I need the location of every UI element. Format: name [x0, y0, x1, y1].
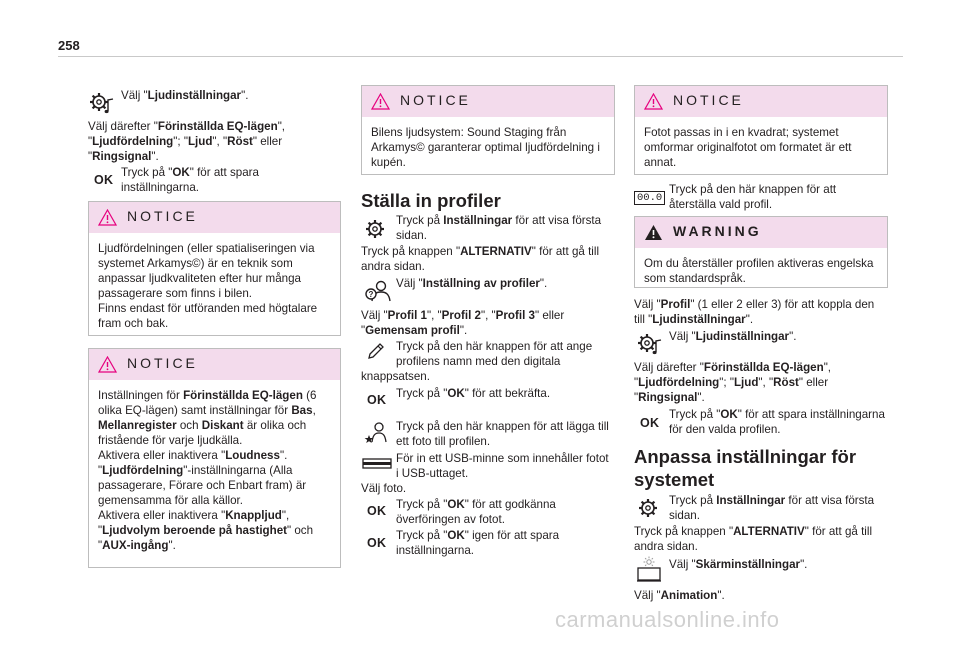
step-line: Tryck på "OK" för att godkänna — [396, 498, 556, 511]
step-ok-save: Tryck på "OK" för att spara — [121, 166, 259, 179]
header-rule — [58, 56, 903, 57]
step-line: "Gemensam profil". — [361, 324, 468, 337]
gear-icon — [637, 497, 659, 519]
warning-box — [634, 216, 888, 288]
section-heading: Ställa in profiler — [361, 190, 501, 211]
step-line: Välj "Inställning av profiler". — [396, 277, 548, 290]
ok-button-icon: OK — [367, 504, 387, 518]
gear-icon — [364, 218, 386, 240]
usb-port-icon — [362, 458, 392, 470]
step-line: "Ljudfördelning"; "Ljud", "Röst" eller — [634, 376, 829, 389]
step-line: sidan. — [396, 229, 427, 242]
notice-line: omformar originalfotot om formatet är ett — [644, 141, 852, 154]
step-line: knappsatsen. — [361, 370, 430, 383]
pencil-icon — [366, 341, 386, 361]
step-line: Tryck på Inställningar för att visa första — [396, 214, 602, 227]
notice-line: Aktivera eller inaktivera "Loudness". — [98, 449, 288, 462]
svg-text:?: ? — [368, 290, 374, 299]
notice-title: NOTICE — [127, 355, 198, 371]
step-line: Tryck på "OK" för att bekräfta. — [396, 387, 551, 400]
step-line: Välj "Skärminställningar". — [669, 558, 808, 571]
notice-title: NOTICE — [400, 92, 471, 108]
ok-button-icon: OK — [94, 173, 114, 187]
reset-counter-icon: 00.0 — [634, 191, 665, 205]
paragraph-line: "Ljudfördelning"; "Ljud", "Röst" eller — [88, 135, 283, 148]
gear-music-icon — [88, 91, 114, 115]
warning-triangle-icon — [98, 356, 117, 373]
notice-line: anpassar ljudkvaliteten efter hur många — [98, 272, 302, 285]
notice-title: NOTICE — [127, 208, 198, 224]
ok-button-icon: OK — [367, 393, 387, 407]
screen-brightness-icon — [636, 556, 662, 582]
gear-music-icon — [636, 332, 662, 356]
step-line: Tryck på Inställningar för att visa första — [669, 494, 875, 507]
notice-box — [88, 348, 341, 568]
section-heading-cont: systemet — [634, 469, 715, 490]
notice-line: systemet Arkamys©) är en teknik som — [98, 257, 293, 270]
add-photo-icon — [364, 421, 390, 445]
step-line: Tryck på den här knappen för att ange — [396, 340, 593, 353]
notice-line: "Ljudvolym beroende på hastighet" och — [98, 524, 314, 537]
notice-line: olika EQ-lägen) samt inställningar för Bas, — [98, 404, 316, 417]
ok-button-icon: OK — [640, 416, 660, 430]
notice-line: passagerare som finns i bilen. — [98, 287, 253, 300]
page-number: 258 — [58, 38, 80, 53]
notice-title: NOTICE — [673, 92, 744, 108]
step-ok-save-cont: inställningarna. — [121, 181, 199, 194]
step-line: För in ett USB-minne som innehåller fotot — [396, 452, 609, 465]
step-line: Välj "Ljudinställningar". — [669, 330, 797, 343]
profile-settings-icon — [364, 279, 392, 303]
step-line: i USB-uttaget. — [396, 467, 469, 480]
notice-line: passagerare, Förare och Enbart fram) är — [98, 479, 307, 492]
paragraph-line: Välj därefter "Förinställda EQ-lägen", — [88, 120, 286, 133]
step-line: Tryck på den här knappen för att — [669, 183, 837, 196]
step-select-sound-settings: Välj "Ljudinställningar". — [121, 89, 249, 102]
step-line: Tryck på "OK" igen för att spara — [396, 529, 560, 542]
warning-triangle-icon — [644, 93, 663, 110]
notice-line: "Ljudfördelning"-inställningarna (Alla — [98, 464, 293, 477]
notice-line: Arkamys© garanterar optimal ljudfördelning i — [371, 141, 600, 154]
step-line: Välj därefter "Förinställda EQ-lägen", — [634, 361, 832, 374]
paragraph-line: "Ringsignal". — [88, 150, 159, 163]
step-line: profilens namn med den digitala — [396, 355, 561, 368]
notice-line: fristående för varje ljudkälla. — [98, 434, 243, 447]
step-line: andra sidan. — [361, 260, 425, 273]
notice-line: Fotot passas in i en kvadrat; systemet — [644, 126, 839, 139]
step-line: Välj "Animation". — [634, 589, 725, 602]
notice-line: Mellanregister och Diskant är olika och — [98, 419, 307, 432]
step-line: inställningarna. — [396, 544, 474, 557]
step-line: sidan. — [669, 509, 700, 522]
step-line: Välj "Profil" (1 eller 2 eller 3) för att koppla den — [634, 298, 875, 311]
step-line: för den valda profilen. — [669, 423, 781, 436]
step-line: Tryck på knappen "ALTERNATIV" för att gå till — [634, 525, 873, 538]
notice-line: "AUX-ingång". — [98, 539, 176, 552]
section-heading: Anpassa inställningar för — [634, 446, 857, 467]
step-line: Tryck på knappen "ALTERNATIV" för att gå till — [361, 245, 600, 258]
ok-button-icon: OK — [367, 536, 387, 550]
step-line: andra sidan. — [634, 540, 698, 553]
warning-line: Om du återställer profilen aktiveras engelska — [644, 257, 874, 270]
watermark: carmanualsonline.info — [555, 607, 780, 632]
step-line: återställa vald profil. — [669, 198, 773, 211]
notice-box — [634, 85, 888, 175]
step-line: till "Ljudinställningar". — [634, 313, 754, 326]
notice-line: Ljudfördelningen (eller spatialiseringen via — [98, 242, 315, 255]
notice-box — [88, 201, 341, 336]
step-line: Tryck på den här knappen för att lägga till — [396, 420, 609, 433]
notice-line: Finns endast för utföranden med högtalare — [98, 302, 318, 315]
step-line: överföringen av fotot. — [396, 513, 505, 526]
step-line: Välj foto. — [361, 482, 407, 495]
step-line: Välj "Profil 1", "Profil 2", "Profil 3" eller — [361, 309, 565, 322]
step-line: ett foto till profilen. — [396, 435, 491, 448]
notice-line: Inställningen för Förinställda EQ-lägen (6 — [98, 389, 317, 402]
warning-triangle-icon — [371, 93, 390, 110]
warning-triangle-icon — [98, 209, 117, 226]
warning-filled-icon — [644, 224, 663, 241]
step-line: Tryck på "OK" för att spara inställningarna — [669, 408, 885, 421]
notice-box — [361, 85, 615, 175]
notice-line: gemensamma för alla källor. — [98, 494, 243, 507]
notice-line: kupén. — [371, 156, 406, 169]
warning-line: som standardspråk. — [644, 272, 746, 285]
step-line: "Ringsignal". — [634, 391, 705, 404]
notice-line: Aktivera eller inaktivera "Knappljud", — [98, 509, 290, 522]
notice-line: annat. — [644, 156, 677, 169]
notice-line: Bilens ljudsystem: Sound Staging från — [371, 126, 567, 139]
warning-title: WARNING — [673, 223, 762, 239]
notice-line: fram och bak. — [98, 317, 169, 330]
